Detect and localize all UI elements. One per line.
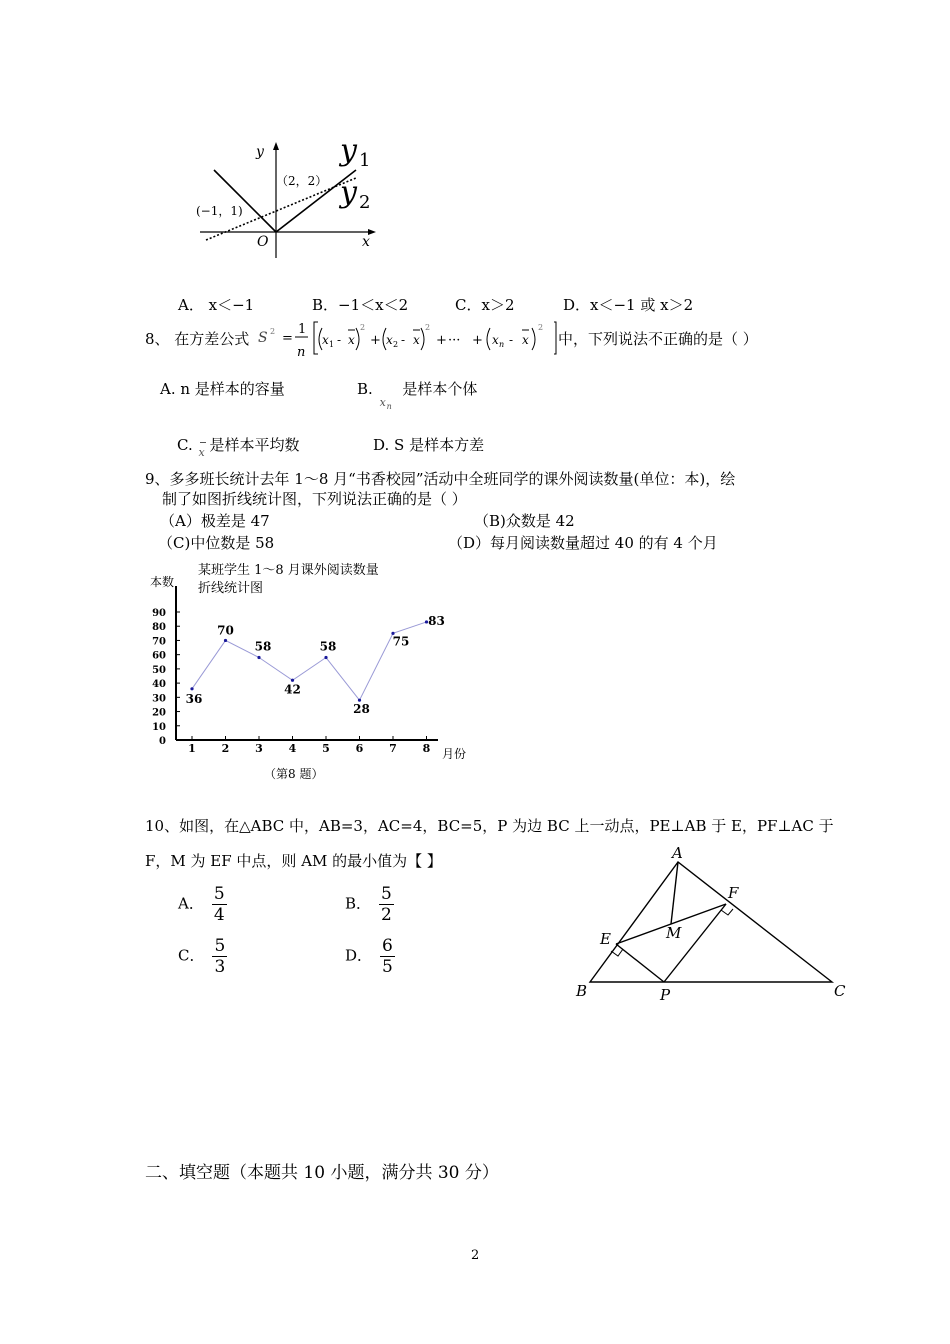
x-tick-label: 8: [422, 742, 431, 755]
svg-text:+: +: [436, 333, 447, 348]
label-f: F: [728, 884, 739, 902]
label-a: A: [672, 844, 683, 862]
x-axis-title: 月份: [442, 747, 467, 761]
label-c: C: [834, 982, 846, 1000]
point-2-2-label: （2，2）: [276, 174, 328, 188]
variance-formula: [256, 316, 558, 364]
q10-stem-line2: F，M 为 EF 中点，则 AM 的最小值为【 】: [145, 852, 442, 870]
q7-option-a[interactable]: A． x＜−1: [178, 296, 255, 314]
y-tick-label: 10: [152, 721, 166, 733]
q7-option-d[interactable]: D．x＜−1 或 x＞2: [563, 296, 694, 314]
chart-caption: （第8 题）: [264, 767, 324, 781]
q10-stem-line1: 10、如图，在△ABC 中，AB=3，AC=4，BC=5，P 为边 BC 上一动点，PE⊥AB 于 E，PF⊥AC 于: [145, 817, 834, 835]
label-e: E: [600, 930, 611, 948]
q8-option-c[interactable]: C. x 是样本平均数: [177, 436, 300, 459]
svg-text:2: 2: [270, 327, 276, 336]
svg-text:2: 2: [425, 323, 431, 332]
q10-option-a[interactable]: A． $\frac{5}{4}$: [178, 884, 225, 925]
xn-symbol: x n: [379, 396, 392, 411]
q8-option-a[interactable]: A. n 是样本的容量: [160, 380, 285, 398]
data-point: [224, 639, 227, 642]
y-tick-label: 60: [152, 650, 166, 662]
data-label: 58: [319, 639, 337, 654]
y-tick-label: 50: [152, 664, 166, 676]
x-tick-label: 1: [188, 742, 196, 755]
data-point: [324, 656, 327, 659]
svg-text:n: n: [297, 345, 306, 360]
xbar-symbol: x: [198, 440, 210, 450]
q9-stem-line2: 制了如图折线统计图，下列说法正确的是（ ）: [162, 490, 467, 508]
data-label: 36: [185, 691, 203, 706]
x-tick-label: 5: [322, 742, 330, 755]
svg-text:-: -: [401, 333, 406, 347]
y-tick-label: 30: [152, 693, 166, 705]
svg-text:2: 2: [360, 323, 366, 332]
svg-text:S: S: [258, 330, 268, 346]
q9-option-c[interactable]: （C)中位数是 58: [158, 534, 275, 552]
y-tick-label: 20: [152, 707, 166, 719]
x-tick-label: 2: [221, 742, 230, 755]
q10-option-d[interactable]: D． $\frac{6}{5}$: [345, 936, 393, 977]
x-tick-label: 4: [288, 742, 297, 755]
point-neg1-1-label: (−1，1): [196, 204, 243, 218]
reading-line-chart: [140, 556, 480, 786]
svg-text:-: -: [509, 333, 514, 347]
svg-text:2: 2: [538, 323, 544, 332]
y1-label: y $_1$: [340, 133, 371, 171]
page-number: 2: [471, 1248, 480, 1263]
y-tick-label: 40: [152, 679, 166, 691]
q8-option-b[interactable]: B. x n 是样本个体: [357, 380, 478, 411]
y-tick-label: 70: [152, 636, 166, 648]
right-angle-f: [721, 909, 733, 915]
svg-text:x: x: [522, 333, 529, 347]
svg-text:x: x: [386, 333, 393, 347]
chart-title: 某班学生 1～8 月课外阅读数量: [198, 563, 379, 578]
chart-subtitle: 折线统计图: [198, 581, 264, 596]
svg-text:-: -: [337, 333, 342, 347]
triangle-figure: [570, 840, 860, 1010]
svg-text:x: x: [413, 333, 420, 347]
section-2-title: 二、填空题（本题共 10 小题，满分共 30 分）: [145, 1163, 499, 1183]
label-m: M: [666, 924, 682, 942]
segment-am: [671, 862, 678, 924]
svg-text:+: +: [472, 333, 483, 348]
q7-option-c[interactable]: C．x＞2: [455, 296, 515, 314]
data-label: 83: [428, 613, 445, 628]
label-b: B: [576, 982, 588, 1000]
segment-pe: [616, 944, 664, 982]
q8-prefix: 8、 在方差公式: [145, 330, 250, 348]
y-axis-arrow: [273, 142, 279, 150]
y-axis-label: y: [256, 144, 264, 160]
svg-text:1: 1: [298, 322, 307, 337]
svg-text:=: =: [282, 331, 293, 346]
svg-text:n: n: [499, 340, 505, 349]
y-axis-title: 本数: [150, 575, 175, 589]
data-point: [190, 687, 193, 690]
x-tick-label: 6: [355, 742, 364, 755]
q9-option-b[interactable]: （B)众数是 42: [474, 512, 575, 530]
svg-text:···: ···: [448, 333, 461, 348]
q7-option-b[interactable]: B．−1＜x＜2: [312, 296, 409, 314]
x-tick-label: 3: [255, 742, 263, 755]
x-axis-label: x: [362, 234, 370, 250]
data-label: 70: [217, 623, 234, 638]
y-tick-label: 90: [152, 608, 166, 619]
q8-option-d[interactable]: D. S 是样本方差: [373, 436, 485, 454]
svg-text:+: +: [370, 333, 381, 348]
y-tick-label: 0: [159, 736, 166, 747]
data-label: 75: [392, 634, 410, 649]
data-label: 42: [284, 682, 301, 697]
svg-text:x: x: [492, 333, 499, 347]
data-label: 58: [254, 639, 272, 654]
label-p: P: [660, 986, 671, 1004]
y-tick-label: 80: [152, 622, 166, 634]
svg-text:x: x: [322, 333, 329, 347]
svg-text:x: x: [348, 333, 355, 347]
q9-option-a[interactable]: （A）极差是 47: [160, 512, 270, 530]
q10-option-c[interactable]: C． $\frac{5}{3}$: [178, 936, 226, 977]
svg-text:2: 2: [393, 340, 399, 349]
q9-option-d[interactable]: （D）每月阅读数量超过 40 的有 4 个月: [448, 534, 718, 552]
q8-suffix: 中，下列说法不正确的是（ ）: [558, 330, 758, 348]
q7-graph: [190, 130, 390, 270]
q9-stem-line1: 9、多多班长统计去年 1～8 月“书香校园”活动中全班同学的课外阅读数量(单位：本)，绘: [145, 470, 736, 488]
svg-text:1: 1: [329, 340, 335, 349]
data-point: [257, 656, 260, 659]
q10-option-b[interactable]: B． $\frac{5}{2}$: [345, 884, 392, 925]
origin-label: O: [257, 234, 269, 250]
x-tick-label: 7: [389, 742, 397, 755]
data-label: 28: [353, 702, 370, 717]
y2-label: y $_2$: [340, 175, 371, 213]
